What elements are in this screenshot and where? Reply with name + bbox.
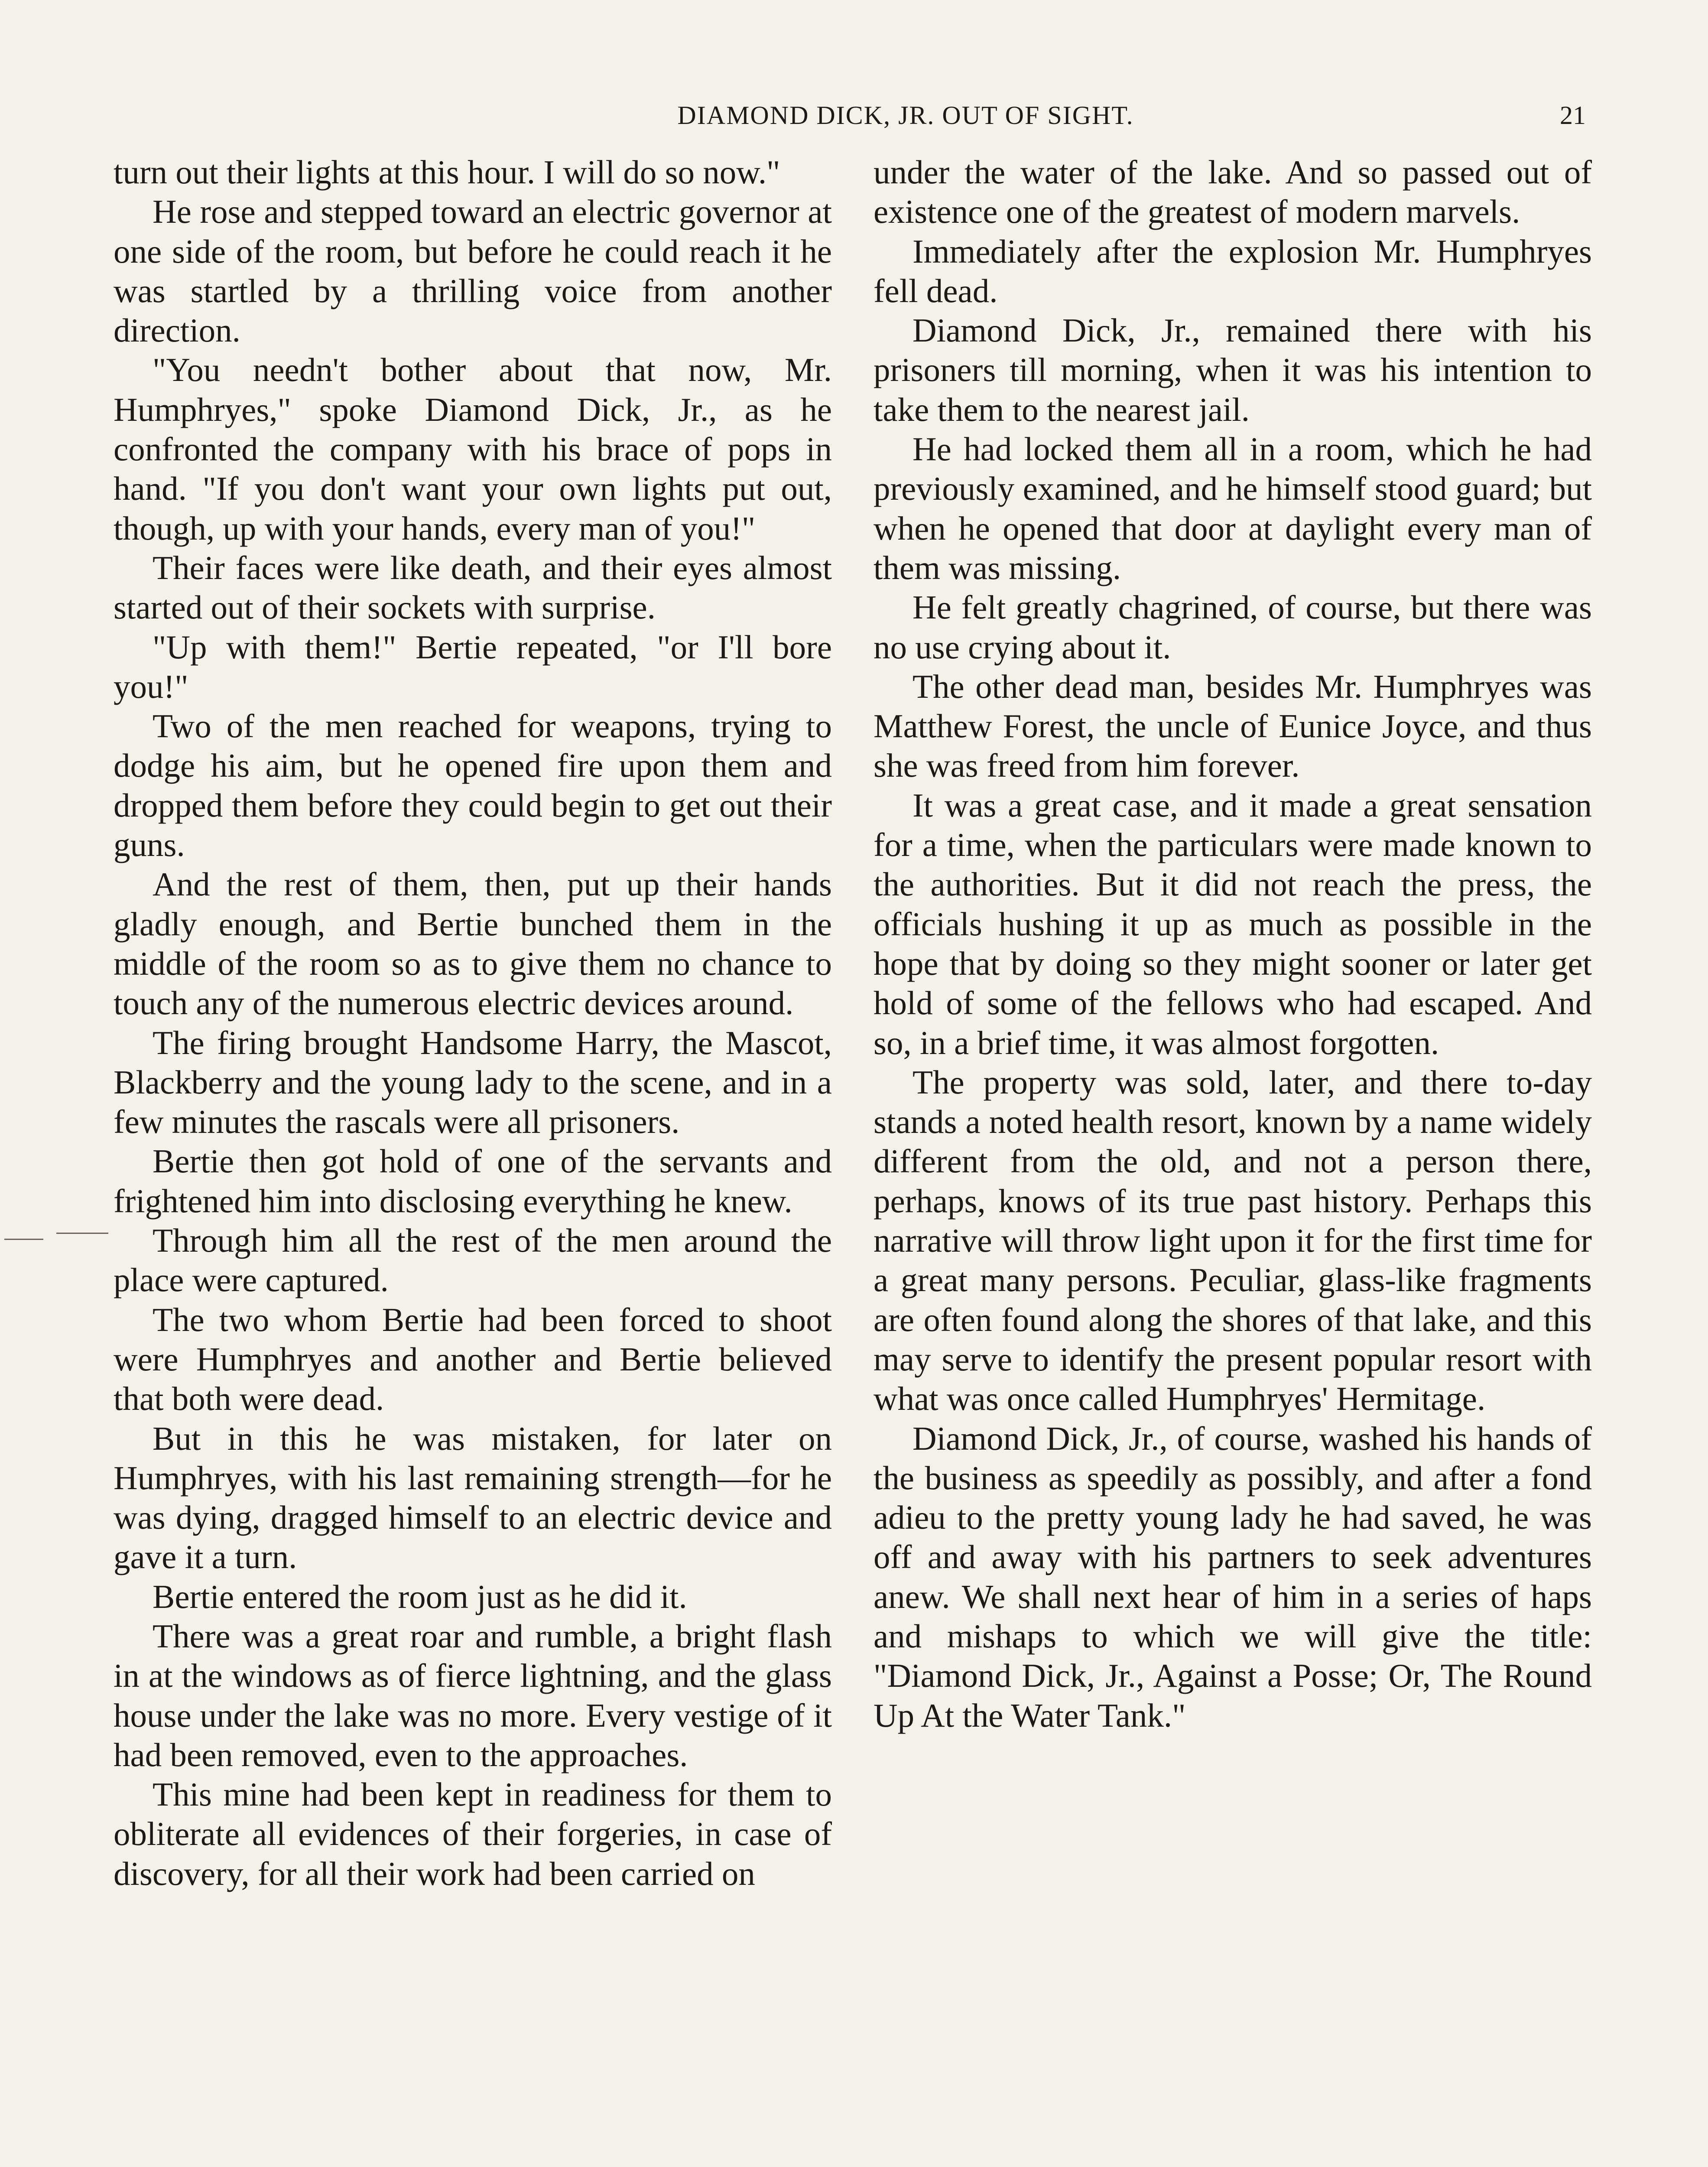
paragraph: He felt greatly chagrined, of course, but there was no use crying about it. [873,589,1592,666]
paragraph: There was a great roar and rumble, a bright flash in at the windows as of fierce lightning, and the glass house under the lake was no more. Every vestige of it had been removed, even to the approaches. [114,1617,832,1773]
right-text-column [873,153,1592,1735]
paragraph: Through him all the rest of the men around the place were captured. [114,1222,832,1299]
running-header-title: DIAMOND DICK, JR. OUT OF SIGHT. [677,101,1134,130]
page-number: 21 [1560,101,1586,130]
paragraph: It was a great case, and it made a great sensation for a time, when the particulars were made known to the authorities. But it did not reach the press, the officials hushing it up as much as possible in the hope that by doing so they might sooner or later get hold of some of the fellows who had escaped. And so, in a brief time, it was almost forgotten. [873,786,1592,1061]
paragraph: Immediately after the explosion Mr. Humphryes fell dead. [873,232,1592,309]
paragraph: The two whom Bertie had been forced to shoot were Humphryes and another and Bertie believed that both were dead. [114,1301,832,1418]
left-text-column [114,153,832,1894]
paragraph: He had locked them all in a room, which he had previously examined, and he himself stood guard; but when he opened that door at daylight every man of them was missing. [873,430,1592,586]
paragraph: turn out their lights at this hour. I will do so now." [114,153,780,191]
paragraph: under the water of the lake. And so passed out of existence one of the greatest of modern marvels. [873,153,1592,231]
paragraph: Bertie then got hold of one of the servants and frightened him into disclosing everything he knew. [114,1142,832,1220]
paragraph: But in this he was mistaken, for later on Humphryes, with his last remaining strength—for he was dying, dragged himself to an electric device and gave it a turn. [114,1419,832,1576]
paragraph: He rose and stepped toward an electric governor at one side of the room, but before he could reach it he was startled by a thrilling voice from another direction. [114,193,832,349]
paragraph: Two of the men reached for weapons, trying to dodge his aim, but he opened fire upon them and dropped them before they could begin to get out their guns. [114,707,832,864]
paragraph: The property was sold, later, and there to-day stands a noted health resort, known by a name widely different from the old, and not a person there, perhaps, knows of its true past history. Perhaps this narrative will throw light upon it for the first time for a great many persons. Peculiar, glass-like fragments are often found along the shores of that lake, and this may serve to identify the present popular resort with what was once called Humphryes' Hermitage. [873,1063,1592,1418]
paragraph: Diamond Dick, Jr., remained there with his prisoners till morning, when it was his intention to take them to the nearest jail. [873,312,1592,428]
paragraph: Diamond Dick, Jr., of course, washed his hands of the business as speedily as possibly, and after a fond adieu to the pretty young lady he had saved, he was off and away with his partners to seek adventures anew. We shall next hear of him in a series of haps and mishaps to which we will give the title: "Diamond Dick, Jr., Against a Posse; Or, The Round Up At the Water Tank." [873,1419,1592,1734]
paragraph: "Up with them!" Bertie repeated, "or I'll bore you!" [114,628,832,705]
paragraph: And the rest of them, then, put up their hands gladly enough, and Bertie bunched them in the middle of the room so as to give them no chance to touch any of the numerous electric devices around. [114,865,832,1022]
paragraph: Bertie entered the room just as he did it. [153,1578,687,1615]
paragraph: The other dead man, besides Mr. Humphryes was Matthew Forest, the uncle of Eunice Joyce, and thus she was freed from him forever. [873,667,1592,784]
paragraph: "You needn't bother about that now, Mr. Humphryes," spoke Diamond Dick, Jr., as he confronted the company with his brace of pops in hand. "If you don't want your own lights put out, though, up with your hands, every man of you!" [114,351,832,547]
margin-scratch [4,1239,43,1240]
paragraph: This mine had been kept in readiness for them to obliterate all evidences of their forgeries, in case of discovery, for all their work had been carried on [114,1776,832,1892]
paragraph: Their faces were like death, and their eyes almost started out of their sockets with surprise. [114,549,832,626]
paragraph: The firing brought Handsome Harry, the Mascot, Blackberry and the young lady to the scene, and in a few minutes the rascals were all prisoners. [114,1024,832,1141]
margin-scratch [56,1233,108,1234]
